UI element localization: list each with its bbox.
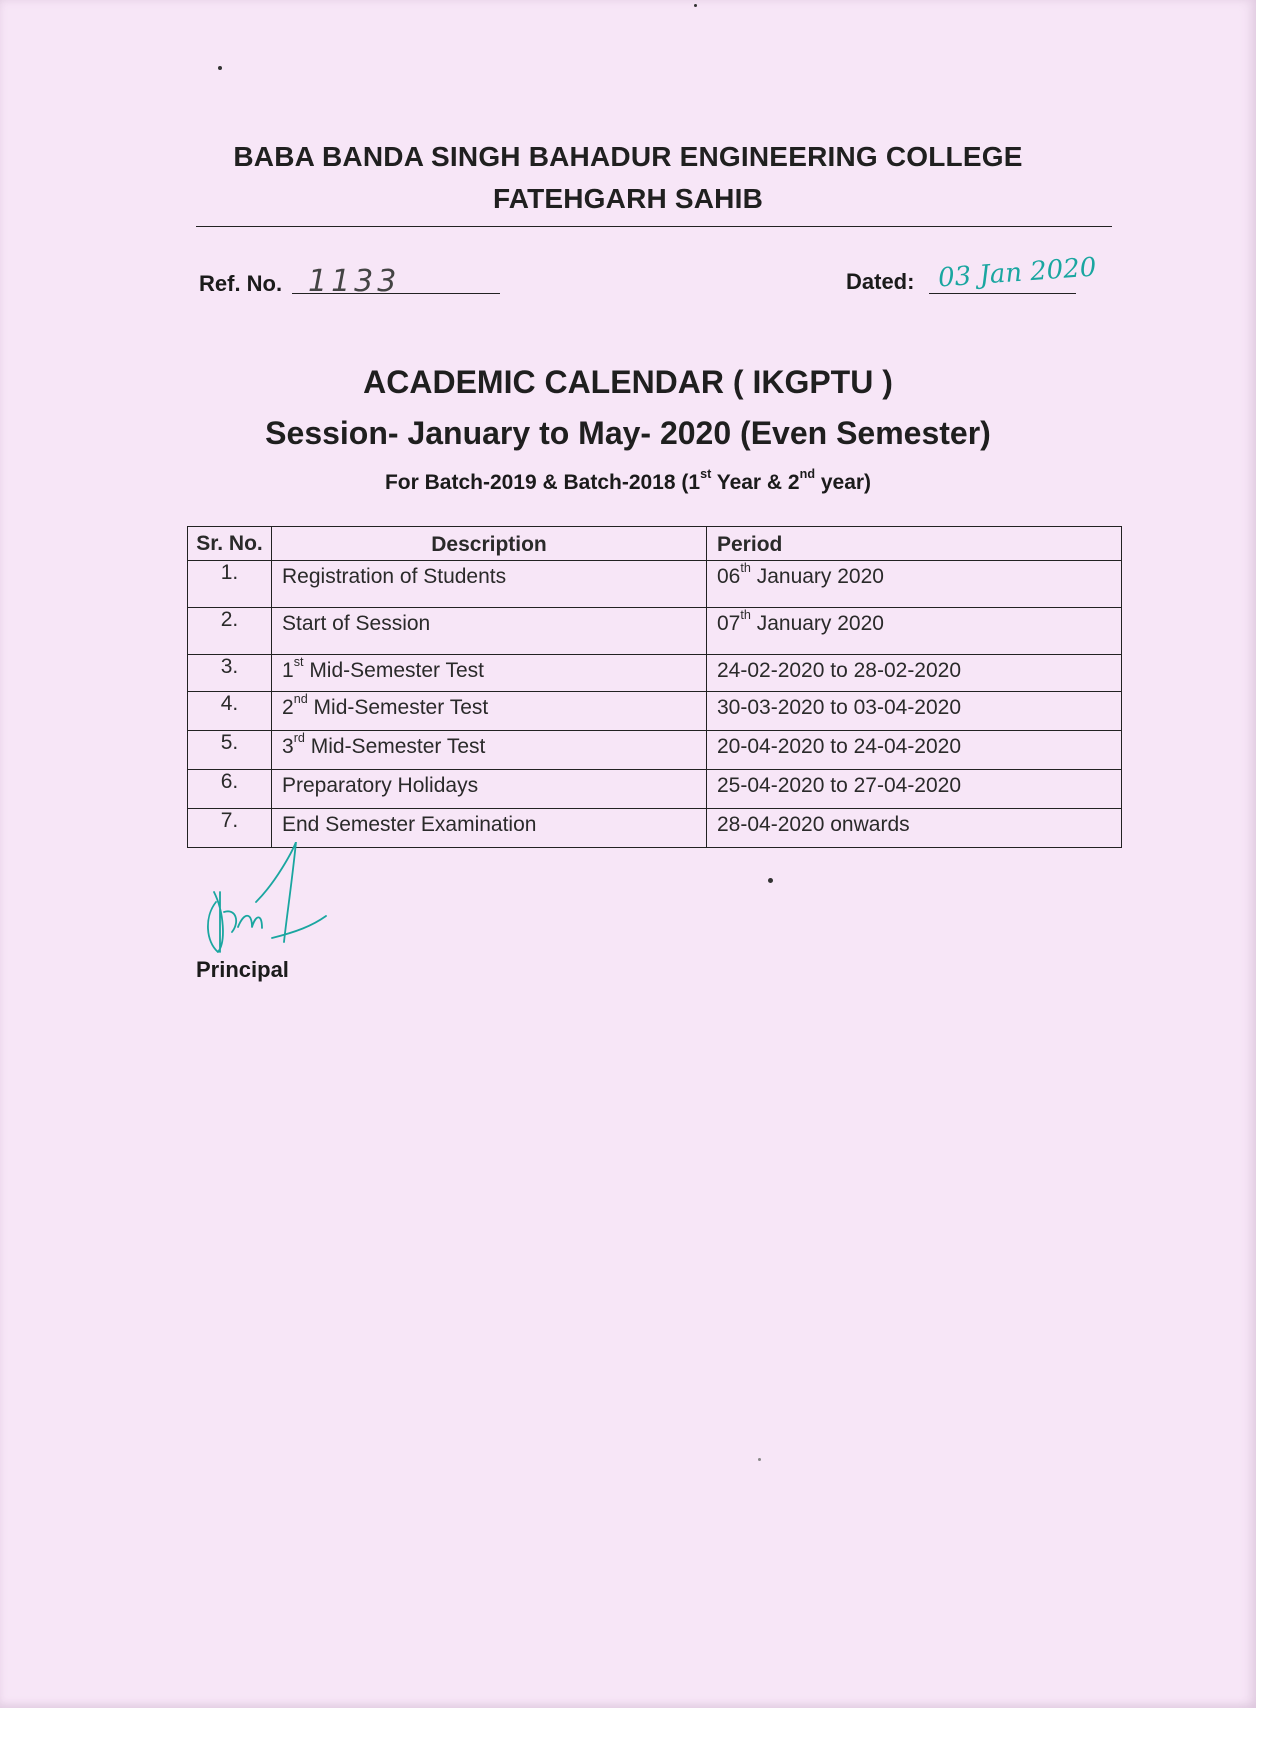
table-row (188, 608, 1122, 655)
table-row (188, 561, 1122, 608)
college-location: FATEHGARH SAHIB (492, 183, 764, 214)
cell-description: Registration of Students (272, 561, 707, 608)
cell-period: 25-04-2020 to 27-04-2020 (707, 770, 1122, 809)
ref-number-handwritten: 1133 (308, 264, 401, 299)
table-header-row (188, 527, 1122, 561)
cell-sr: 7. (188, 809, 272, 848)
cell-sr: 2. (188, 608, 272, 655)
ref-label: Ref. No. (199, 271, 283, 296)
cell-description: 3rd Mid-Semester Test (272, 731, 707, 770)
cell-description: 2nd Mid-Semester Test (272, 692, 707, 731)
dated-label: Dated: (846, 269, 915, 294)
cell-period: 24-02-2020 to 28-02-2020 (707, 655, 1122, 692)
cell-description: Start of Session (272, 608, 707, 655)
date-underline (929, 293, 1076, 294)
scan-speck (768, 878, 773, 883)
date-handwritten: 03 Jan 2020 (937, 252, 1098, 294)
table-row (188, 692, 1122, 731)
table-row (188, 731, 1122, 770)
header-divider (196, 226, 1112, 227)
cell-period: 28-04-2020 onwards (707, 809, 1122, 848)
header-sr-no: Sr. No. (188, 527, 272, 561)
scan-speck (218, 66, 222, 70)
calendar-table (187, 526, 1122, 848)
signatory-label: Principal (196, 957, 289, 982)
cell-sr: 6. (188, 770, 272, 809)
batch-subtitle: For Batch-2019 & Batch-2018 (1st Year & 2nd year) (384, 467, 872, 494)
cell-sr: 3. (188, 655, 272, 692)
cell-period: 20-04-2020 to 24-04-2020 (707, 731, 1122, 770)
cell-description: End Semester Examination (272, 809, 707, 848)
college-name: BABA BANDA SINGH BAHADUR ENGINEERING COLLEGE (233, 141, 1023, 172)
table-row (188, 655, 1122, 692)
cell-sr: 5. (188, 731, 272, 770)
header-period: Period (707, 527, 1122, 561)
cell-sr: 1. (188, 561, 272, 608)
cell-sr: 4. (188, 692, 272, 731)
session-title: Session- January to May- 2020 (Even Semester) (265, 415, 991, 451)
header-description: Description (272, 527, 707, 561)
cell-period: 07th January 2020 (707, 608, 1122, 655)
principal-signature (196, 842, 336, 972)
table-row (188, 770, 1122, 809)
cell-description: Preparatory Holidays (272, 770, 707, 809)
calendar-title: ACADEMIC CALENDAR ( IKGPTU ) (363, 364, 893, 400)
scan-speck (694, 4, 697, 7)
scan-speck (758, 1458, 761, 1461)
cell-period: 06th January 2020 (707, 561, 1122, 608)
cell-period: 30-03-2020 to 03-04-2020 (707, 692, 1122, 731)
cell-description: 1st Mid-Semester Test (272, 655, 707, 692)
